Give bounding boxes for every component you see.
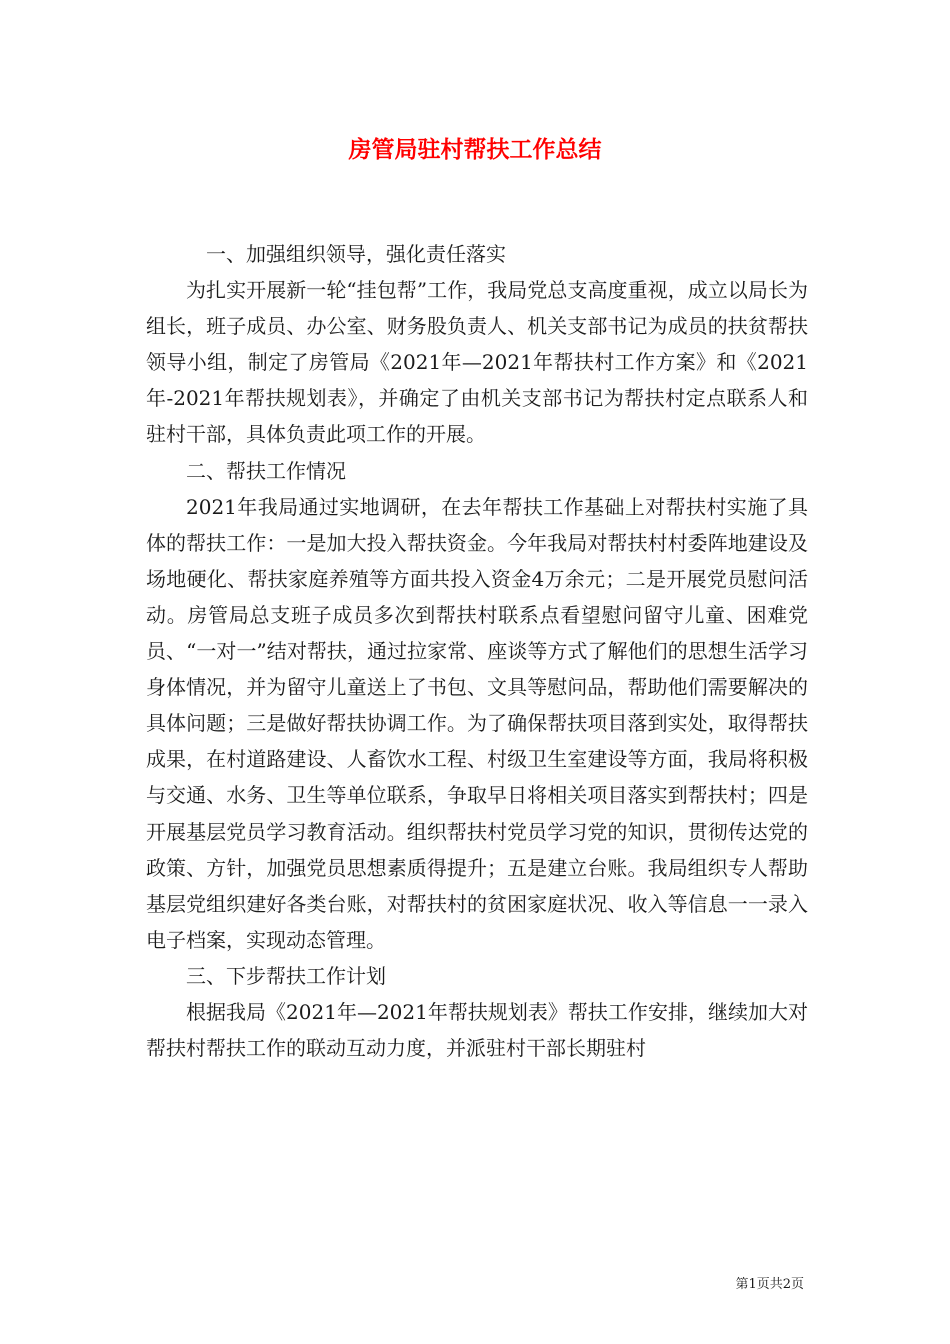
page-number-footer: 第1页共2页: [735, 1277, 804, 1292]
paragraph-1: 为扎实开展新一轮“挂包帮”工作，我局党总支高度重视，成立以局长为组长，班子成员、办公室、财务股负责人、机关支部书记为成员的扶贫帮扶领导小组，制定了房管局《2021年—2021年帮扶村工作方案》和《2021年-2021年帮扶规划表》，并确定了由机关支部书记为帮扶村定点联系人和驻村干部，具体负责此项工作的开展。: [146, 278, 808, 447]
section-heading-3: 三、下步帮扶工作计划: [186, 963, 386, 988]
section-heading-2: 二、帮扶工作情况: [186, 458, 346, 483]
paragraph-2: 2021年我局通过实地调研，在去年帮扶工作基础上对帮扶村实施了具体的帮扶工作：一是加大投入帮扶资金。今年我局对帮扶村村委阵地建设及场地硬化、帮扶家庭养殖等方面共投入资金4万余元；二是开展党员慰问活动。房管局总支班子成员多次到帮扶村联系点看望慰问留守儿童、困难党员、“一对一”结对帮扶，通过拉家常、座谈等方式了解他们的思想生活学习身体情况，并为留守儿童送上了书包、文具等慰问品，帮助他们需要解决的具体问题；三是做好帮扶协调工作。为了确保帮扶项目落到实处，取得帮扶成果，在村道路建设、人畜饮水工程、村级卫生室建设等方面，我局将积极与交通、水务、卫生等单位联系，争取早日将相关项目落实到帮扶村；四是开展基层党员学习教育活动。组织帮扶村党员学习党的知识，贯彻传达党的政策、方针，加强党员思想素质得提升；五是建立台账。我局组织专人帮助基层党组织建好各类台账，对帮扶村的贫困家庭状况、收入等信息一一录入电子档案，实现动态管理。: [146, 494, 808, 952]
document-title: 房管局驻村帮扶工作总结: [348, 137, 602, 163]
paragraph-3: 根据我局《2021年—2021年帮扶规划表》帮扶工作安排，继续加大对帮扶村帮扶工作的联动互动力度，并派驻村干部长期驻村: [146, 999, 808, 1061]
section-heading-1: 一、加强组织领导，强化责任落实: [206, 242, 506, 266]
document-body: [146, 236, 808, 1066]
